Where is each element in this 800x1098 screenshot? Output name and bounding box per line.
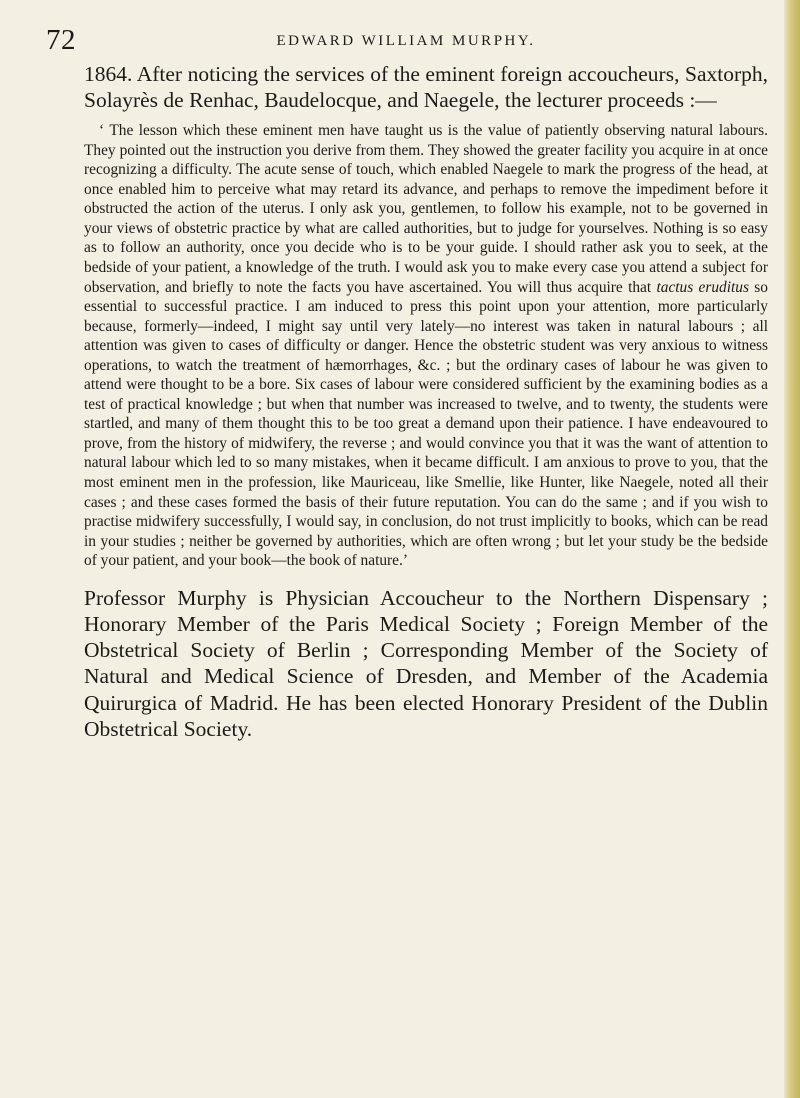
intro-paragraph: [84, 62, 768, 113]
biography-paragraph: Professor Murphy is Physician Accoucheur to the Northern Dispensary ; Honorary Member of the Paris Medical Society ; Foreign Member of the Obstetrical Society of Berlin ; Corresponding Member of the Society of Natural and Medical Science of Dresden, and Member of the Academia Quirurgica of Madrid. He has been elected Honorary President of the Dublin Obstetrical Society.: [84, 585, 768, 741]
year: 1864.: [84, 62, 133, 86]
page-number: 72: [46, 24, 76, 56]
page-header: [46, 24, 766, 54]
intro-text: After noticing the services of the eminent foreign accoucheurs, Saxtorph, Solayrès de Renhac, Baudelocque, and Naegele, the lecturer proceeds :—: [84, 62, 768, 112]
running-head: EDWARD WILLIAM MURPHY.: [276, 33, 536, 49]
quote-text-part2: so essential to successful practice. I am induced to press this point upon your attention, more particularly because, formerly—indeed, I might say until very lately—no interest was taken in natural labours ; all attention was given to cases of difficulty or danger. Hence the obstetric student was very anxious to witness operations, to watch the treatment of hæmorrhages, &c. ; but the ordinary cases of labour he was given to attend were thought to be a bore. Six cases of labour were considered sufficient by the examining bodies as a test of practical knowledge ; but when that number was increased to twelve, and to twenty, the students were startled, and many of them thought this to be too great a demand upon their patience. I have endeavoured to prove, from the history of midwifery, the reverse ; and would convince you that it was the want of attention to natural labour which led to so many mistakes, when it became difficult. I am anxious to prove to you, that the most eminent men in the profession, like Mauriceau, like Smellie, like Hunter, like Naegele, noted all their cases ; and these cases formed the basis of their future reputation. You can do the same ; and if you wish to practise midwifery successfully, I would say, in conclusion, do not trust implicitly to books, which can be read in your studies ; neither be governed by authorities, which are often wrong ; but let your study be the bedside of your patient, and your book—the book of nature.’: [84, 278, 768, 570]
page-edge: [784, 0, 800, 1098]
lecture-quote: [84, 121, 768, 571]
page-body: [84, 62, 768, 742]
quote-text-part1: ‘ The lesson which these eminent men have taught us is the value of patiently observing natural labours. They pointed out the instruction you derive from them. They showed the greater facility you acquire in at once recognizing a difficulty. The acute sense of touch, which enabled Naegele to mark the progress of the head, at once enabled him to perceive what may retard its advance, and perhaps to remove the impediment before it obstructed the action of the uterus. I only ask you, gentlemen, to follow his example, not to be governed in your views of obstetric practice by what are called authorities, but to judge for yourselves. Nothing is so easy as to follow an authority, once you decide who is to be your guide. I should rather ask you to seek, at the bedside of your patient, a knowledge of the truth. I would ask you to make every case you attend a subject for observation, and briefly to note the facts you have ascertained. You will thus acquire that: [84, 122, 768, 296]
quote-italic-term: tactus eruditus: [656, 278, 749, 296]
